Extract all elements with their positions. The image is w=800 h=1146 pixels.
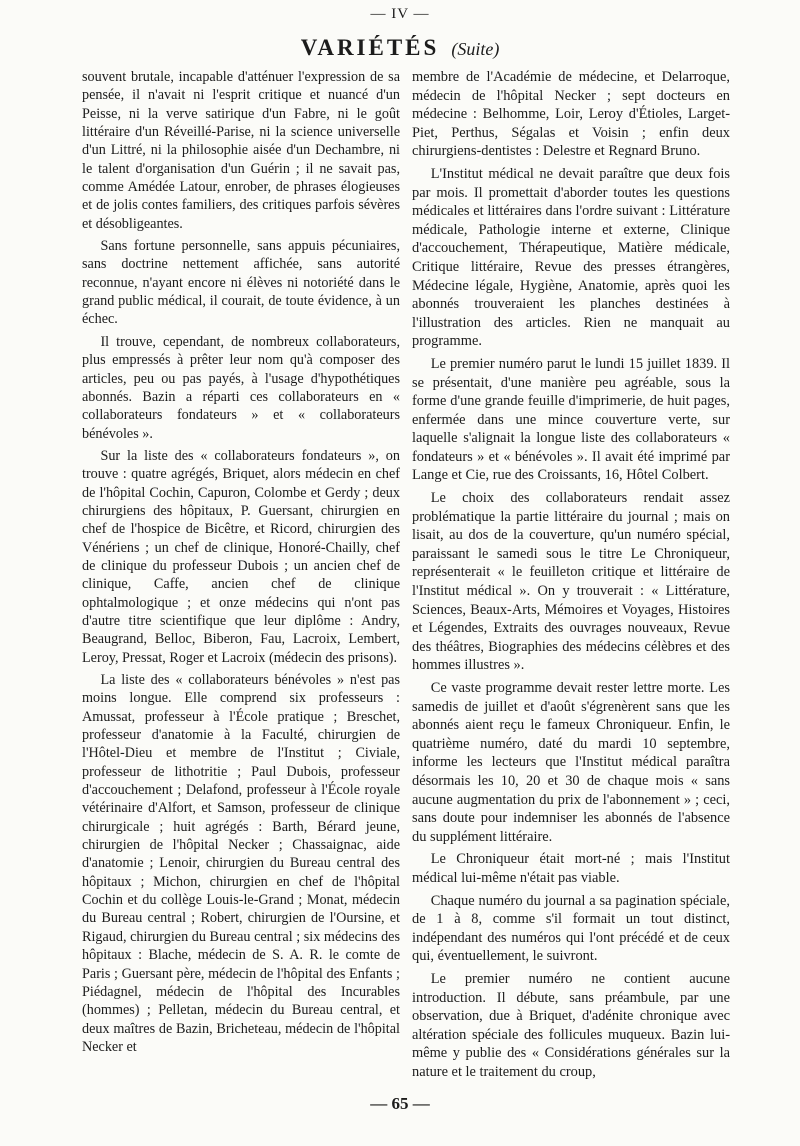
title-suite: (Suite) [451, 39, 500, 59]
right-paragraph-3: Le premier numéro parut le lundi 15 juillet 1839. Il se présentait, d'une manière peu agréable, sous la forme d'une grande feuille d'imprimerie, de huit pages, enfermée dans une mince couverture verte, sur laquelle s'alignait la longue liste des collaborateurs « fondateurs » et « bénévoles ». Il avait été imprimé par Lange et Cie, rue des Croissants, 16, Hôtel Colbert. [412, 355, 730, 484]
left-column [82, 68, 400, 1060]
right-paragraph-1: membre de l'Académie de médecine, et Delarroque, médecin de l'hôpital Necker ; sept docteurs en médecine : Belhomme, Loir, Leroy d'Étioles, Larget-Piet, Perthus, Ségalas et Voisin ; enfin deux chirurgiens-dentistes : Delestre et Regnard Bruno. [412, 69, 730, 160]
right-paragraph-4: Le choix des collaborateurs rendait assez problématique la partie littéraire du journal ; mais on lisait, au dos de la couverture, qu'un numéro spécial, paraissant le samedi sous le titre Le Chroniqueur, représenterait « le feuilleton critique et littéraire de l'Institut médical ». On y trouverait : « Littérature, Sciences, Beaux-Arts, Mémoires et Voyages, Histoires et Légendes, Extraits des ouvrages nouveaux, Revue des théâtres, Biographies des médecins célèbres et des hommes illustres ». [412, 490, 730, 674]
title-main: VARIÉTÉS [300, 35, 440, 60]
left-paragraph-2: Sans fortune personnelle, sans appuis pécuniaires, sans doctrine nettement affichée, sans autorité reconnue, n'ayant encore ni élèves ni notoriété dans le grand public médical, il courait, de toute évidence, à un échec. [82, 238, 400, 328]
right-column [412, 68, 730, 1085]
left-paragraph-4: Sur la liste des « collaborateurs fondateurs », on trouve : quatre agrégés, Briquet, alors médecin en chef de l'hôpital Cochin, Capuron, Colombe et Gerdy ; deux chirurgiens des hôpitaux, P. Guersant, chirurgien en chef de l'hospice de Bicêtre, et Ricord, chirurgien des Vénériens ; un chef de clinique, Honoré-Chailly, chef de clinique du professeur Dubois ; un ancien chef de clinique, Caffe, ancien chef de clinique ophtalmologique ; et onze médecins qui n'ont pas d'autre titre scientifique que leur diplôme : Andry, Beaugrand, Belloc, Biberon, Fau, Lacroix, Lembert, Leroy, Pressat, Roger et Lacroix (médecin des prisons). [82, 447, 400, 666]
left-paragraph-1: souvent brutale, incapable d'atténuer l'expression de sa pensée, il n'avait ni l'esprit critique et nuancé d'un Peisse, ni la verve satirique d'un Fabre, ni le goût littéraire d'un Réveillé-Parise, ni la science universelle d'un Littré, ni la philosophie aisée d'un Dechambre, ni le talent d'organisation d'un Guérin ; il ne savait pas, comme Amédée Latour, enrober, de phrases élogieuses et de jolis contes familiers, des critiques parfois sévères et désobligeantes. [82, 69, 400, 232]
section-title [0, 36, 800, 63]
left-paragraph-5: La liste des « collaborateurs bénévoles » n'est pas moins longue. Elle comprend six professeurs : Amussat, professeur à l'École pratique ; Breschet, professeur d'anatomie à la Faculté, chirurgien de l'Hôtel-Dieu et membre de l'Institut ; Civiale, professeur de lithotritie ; Paul Dubois, professeur d'accouchement ; Delafond, professeur à l'École royale vétérinaire d'Alfort, et Samson, professeur de clinique chirurgicale ; huit agrégés : Barth, Bérard jeune, chirurgien de l'hôpital Necker ; Chassaignac, aide d'anatomie ; Lenoir, chirurgien du Bureau central des hôpitaux ; Michon, chirurgien en chef de l'hôpital Cochin et du collège Louis-le-Grand ; Monat, médecin du Bureau central ; Robert, chirurgien de l'Oursine, et Rigaud, chirurgien du Bureau central ; six médecins des hôpitaux : Blache, médecin de S. A. R. le comte de Paris ; Guersant père, médecin de l'hôpital des Enfants ; Piédagnel, médecin de l'hôpital des Incurables (hommes) ; Pelletan, médecin du Bureau central, et deux maîtres de Bazin, Bricheteau, médecin de l'hôpital Necker et [82, 672, 400, 1055]
left-paragraph-3: Il trouve, cependant, de nombreux collaborateurs, plus empressés à prêter leur nom qu'à composer des articles, peu ou pas payés, à l'usage d'hypothétiques abonnés. Bazin a réparti ces collaborateurs en « collaborateurs fondateurs » et « collaborateurs bénévoles ». [82, 333, 400, 442]
right-paragraph-5: Ce vaste programme devait rester lettre morte. Les samedis de juillet et d'août s'égrenèrent sans que les abonnés aient reçu le fameux Chroniqueur. Enfin, le quatrième numéro, daté du mardi 10 septembre, informe les lecteurs que l'Institut médical paraîtra désormais les 10, 20 et 30 de chaque mois « sans aucune augmentation du prix de l'abonnement » ; ceci, sans doute pour indemniser les abonnés de l'absence du supplément littéraire. [412, 680, 730, 845]
right-paragraph-2: L'Institut médical ne devait paraître que deux fois par mois. Il promettait d'aborder toutes les questions médicales et littéraires dans l'ordre suivant : Littérature médicale, Pathologie interne et externe, Clinique d'accouchement, Thérapeutique, Matière médicale, Critique littéraire, Revue des presses étrangères, Médecine légale, Hygiène, Anatomie, après quoi les abonnés trouveraient les planches destinées à l'illustration des articles. Rien ne manquait au programme. [412, 165, 730, 350]
right-paragraph-8: Le premier numéro ne contient aucune introduction. Il débute, sans préambule, par une observation, due à Briquet, d'adénite chronique avec altération spéciale des follicules muqueux. Bazin lui-même y publie des « Considérations générales sur la nature et le traitement du croup, [412, 970, 730, 1080]
right-paragraph-6: Le Chroniqueur était mort-né ; mais l'Institut médical lui-même n'était pas viable. [412, 851, 730, 886]
right-paragraph-7: Chaque numéro du journal a sa pagination spéciale, de 1 à 8, comme s'il formait un tout distinct, indépendant des numéros qui l'ont précédé et de ceux qui, éventuellement, le suivront. [412, 892, 730, 965]
roman-folio: — IV — [370, 6, 430, 22]
page-number: — 65 — [370, 1094, 430, 1113]
